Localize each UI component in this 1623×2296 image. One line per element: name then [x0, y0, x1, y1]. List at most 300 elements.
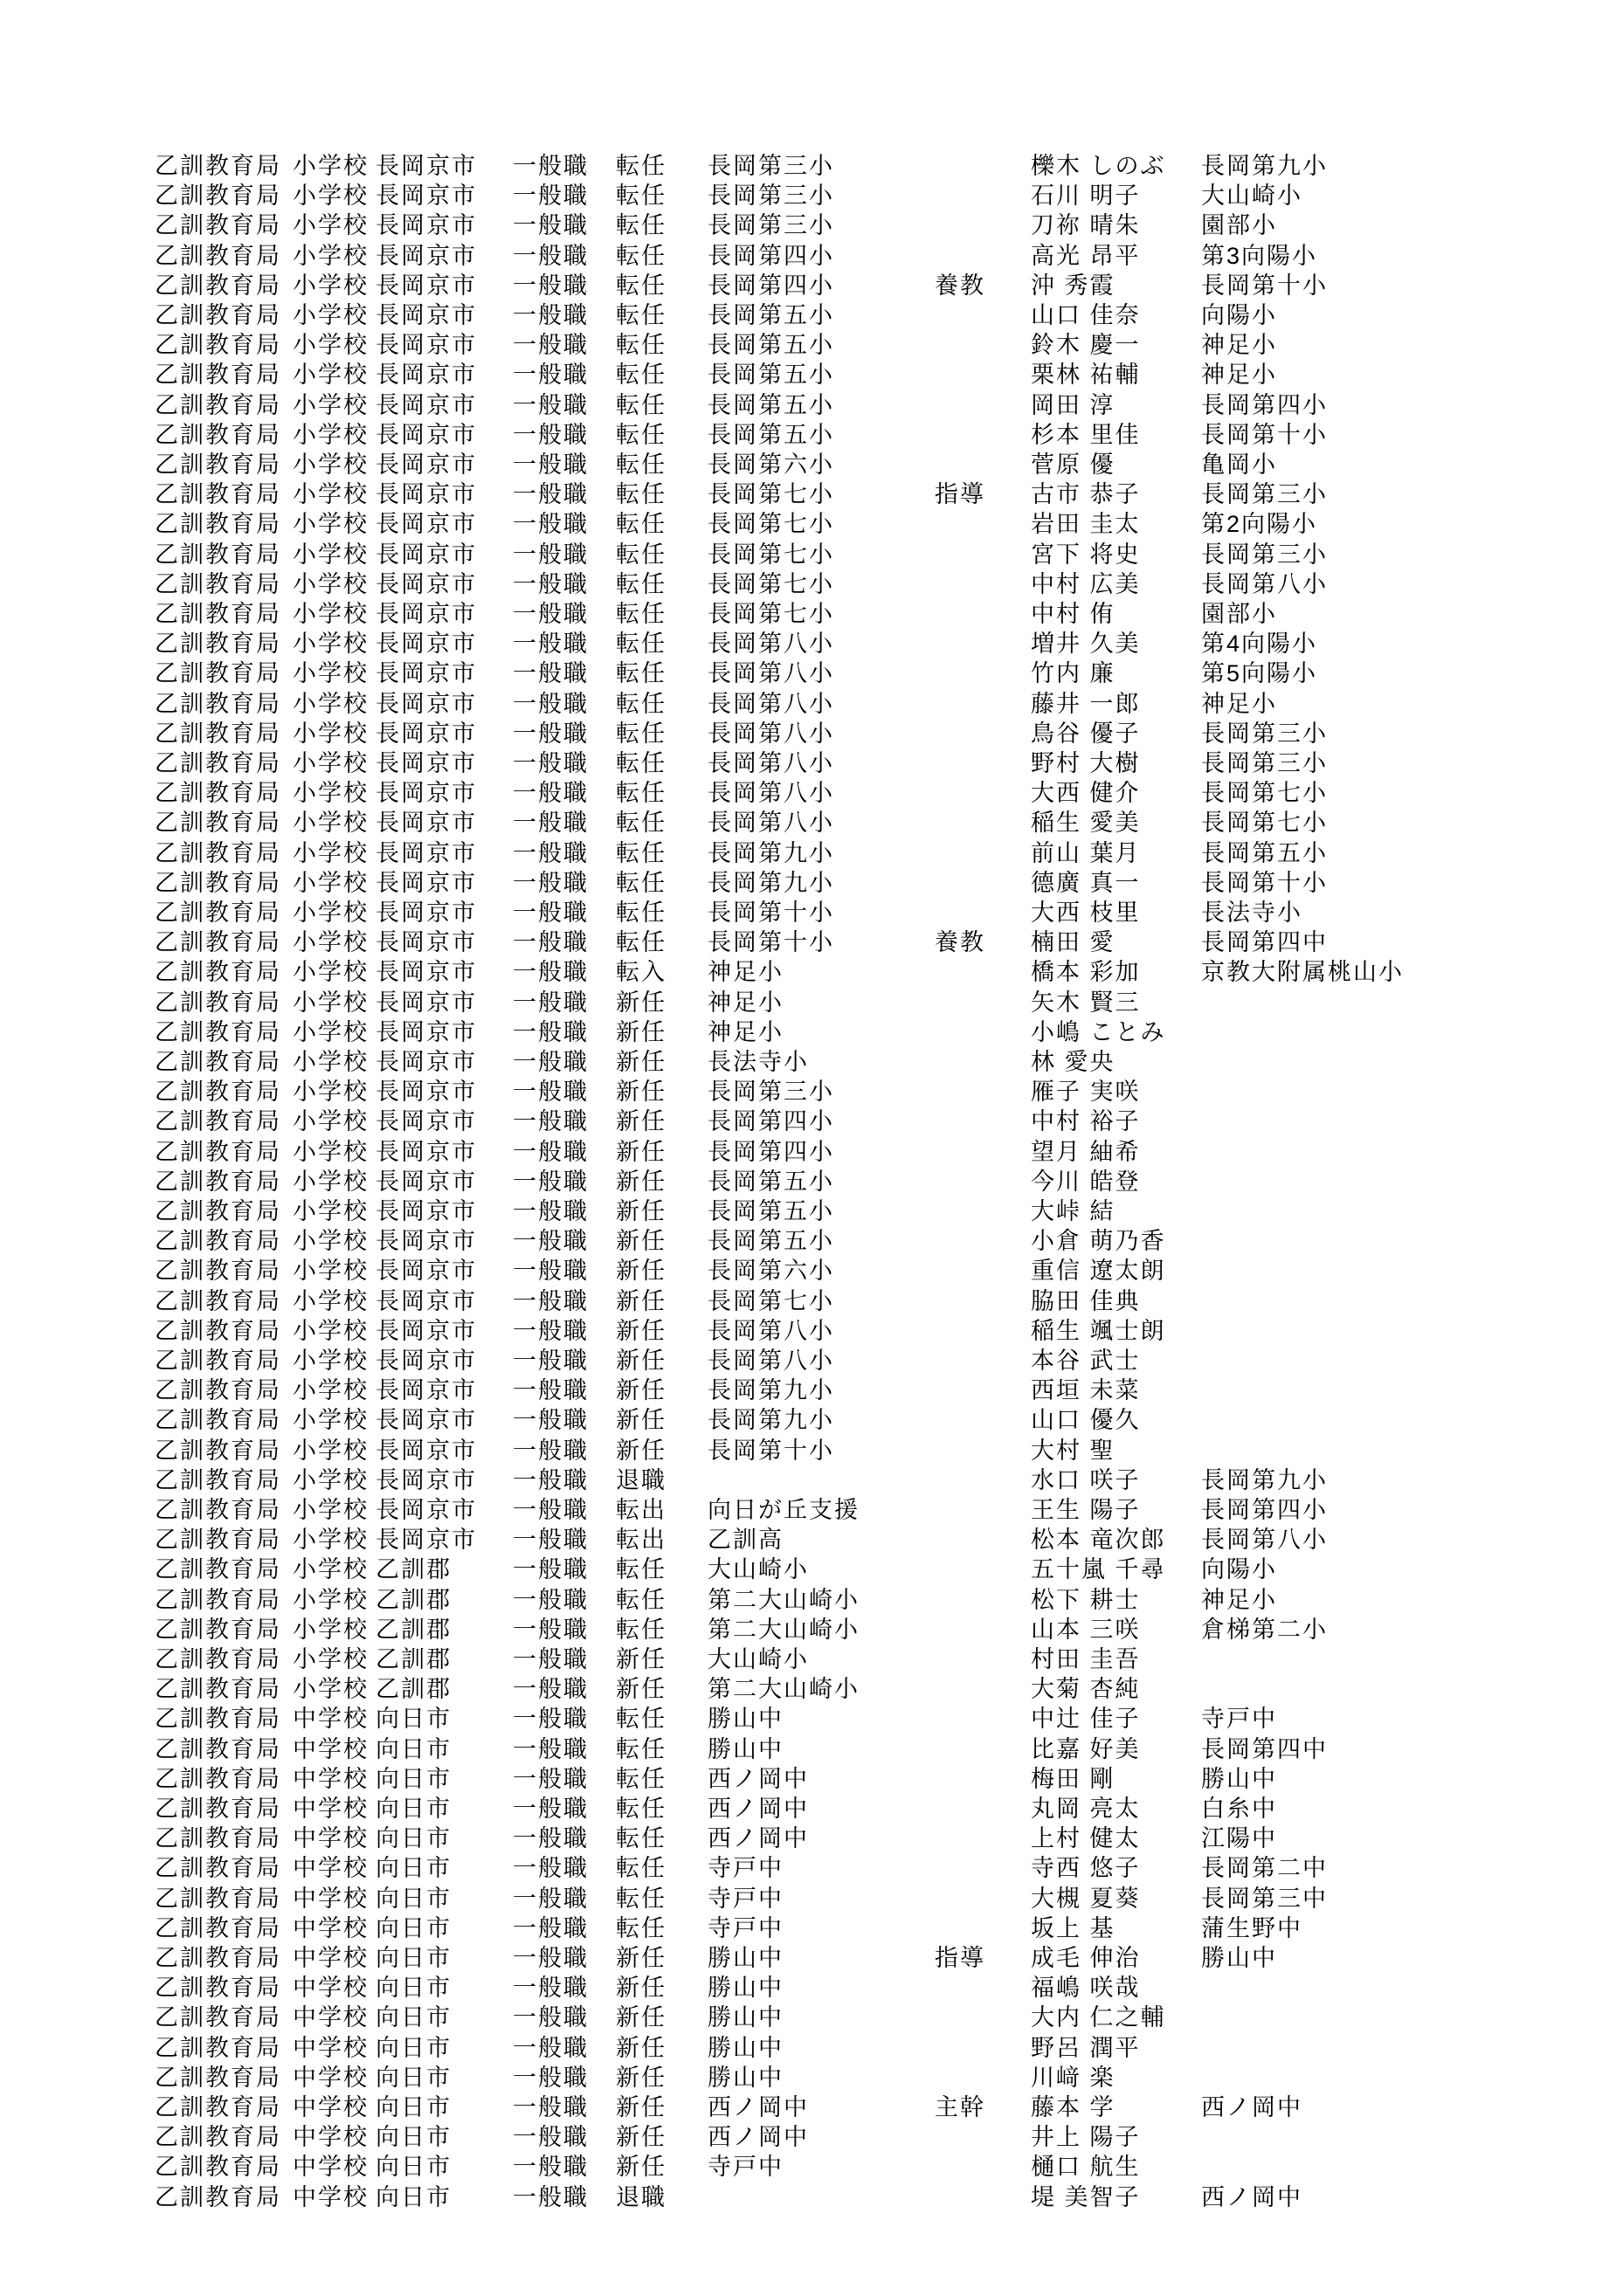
cell-school-type: 小学校 [293, 452, 369, 478]
cell-destination: 神足小 [708, 989, 784, 1016]
cell-bureau: 乙訓教育局 [155, 1079, 281, 1105]
table-row [0, 1885, 1623, 1914]
cell-destination: 勝山中 [708, 2035, 784, 2061]
cell-action: 転任 [616, 631, 666, 657]
cell-prev-school: 向陽小 [1201, 1556, 1277, 1582]
cell-destination: 長岡第五小 [708, 392, 834, 418]
cell-job-type: 一般職 [513, 1527, 589, 1553]
cell-job-type: 一般職 [513, 302, 589, 328]
table-row [0, 182, 1623, 211]
cell-school-type: 小学校 [293, 153, 369, 179]
cell-destination: 乙訓高 [708, 1527, 784, 1553]
cell-name: 重信 遼太朗 [1031, 1258, 1166, 1284]
cell-destination: 長岡第九小 [708, 1407, 834, 1433]
table-row [0, 152, 1623, 182]
cell-destination: 長岡第八小 [708, 1348, 834, 1374]
cell-action: 転任 [616, 900, 666, 926]
cell-job-type: 一般職 [513, 2094, 589, 2120]
cell-bureau: 乙訓教育局 [155, 750, 281, 776]
cell-name: 中村 裕子 [1031, 1108, 1141, 1134]
cell-destination: 寺戸中 [708, 1886, 784, 1912]
cell-bureau: 乙訓教育局 [155, 1676, 281, 1702]
table-row [0, 1735, 1623, 1765]
cell-name: 川﨑 楽 [1031, 2065, 1115, 2091]
cell-destination: 長岡第四小 [708, 1139, 834, 1165]
cell-prev-school: 長岡第十小 [1201, 870, 1328, 896]
cell-role: 指導 [935, 481, 985, 507]
cell-action: 転任 [616, 1825, 666, 1851]
cell-destination: 大山崎小 [708, 1646, 809, 1672]
cell-job-type: 一般職 [513, 721, 589, 747]
cell-action: 新任 [616, 1646, 666, 1672]
cell-city: 長岡京市 [376, 1497, 477, 1523]
cell-action: 新任 [616, 1438, 666, 1464]
cell-school-type: 小学校 [293, 1228, 369, 1254]
cell-destination: 長岡第三小 [708, 212, 834, 238]
cell-name: 小嶋 ことみ [1031, 1019, 1166, 1045]
cell-city: 長岡京市 [376, 1377, 477, 1403]
cell-action: 転任 [616, 212, 666, 238]
cell-name: 大菊 杏純 [1031, 1676, 1141, 1702]
cell-school-type: 小学校 [293, 1676, 369, 1702]
cell-bureau: 乙訓教育局 [155, 362, 281, 388]
cell-job-type: 一般職 [513, 1676, 589, 1702]
cell-destination: 勝山中 [708, 1706, 784, 1732]
cell-prev-school: 長岡第八小 [1201, 1527, 1328, 1553]
cell-destination: 長岡第六小 [708, 452, 834, 478]
cell-city: 長岡京市 [376, 272, 477, 299]
cell-action: 新任 [616, 1139, 666, 1165]
cell-city: 向日市 [376, 1766, 452, 1792]
cell-city: 向日市 [376, 1796, 452, 1822]
cell-city: 向日市 [376, 2004, 452, 2031]
cell-name: 中辻 佳子 [1031, 1706, 1141, 1732]
cell-role: 主幹 [935, 2094, 985, 2120]
cell-city: 長岡京市 [376, 1407, 477, 1433]
cell-school-type: 中学校 [293, 1825, 369, 1851]
cell-bureau: 乙訓教育局 [155, 989, 281, 1016]
cell-job-type: 一般職 [513, 1886, 589, 1912]
cell-destination: 神足小 [708, 959, 784, 985]
cell-school-type: 中学校 [293, 1706, 369, 1732]
cell-prev-school: 西ノ岡中 [1201, 2094, 1302, 2120]
cell-city: 長岡京市 [376, 243, 477, 269]
cell-city: 長岡京市 [376, 1348, 477, 1374]
cell-destination: 長岡第五小 [708, 1198, 834, 1224]
table-row [0, 2034, 1623, 2064]
cell-city: 長岡京市 [376, 1019, 477, 1045]
cell-school-type: 小学校 [293, 212, 369, 238]
cell-destination: 長岡第四小 [708, 1108, 834, 1134]
cell-job-type: 一般職 [513, 929, 589, 955]
cell-name: 杉本 里佳 [1031, 422, 1141, 448]
table-row [0, 1645, 1623, 1675]
cell-action: 転任 [616, 1766, 666, 1792]
cell-prev-school: 勝山中 [1201, 1766, 1277, 1792]
cell-name: 前山 葉月 [1031, 840, 1141, 866]
cell-job-type: 一般職 [513, 1019, 589, 1045]
cell-bureau: 乙訓教育局 [155, 840, 281, 866]
cell-destination: 長岡第三小 [708, 153, 834, 179]
cell-job-type: 一般職 [513, 1706, 589, 1732]
cell-action: 転任 [616, 1886, 666, 1912]
cell-job-type: 一般職 [513, 1318, 589, 1344]
cell-prev-school: 長岡第九小 [1201, 153, 1328, 179]
cell-job-type: 一般職 [513, 989, 589, 1016]
cell-school-type: 小学校 [293, 1438, 369, 1464]
cell-destination: 長岡第十小 [708, 900, 834, 926]
cell-job-type: 一般職 [513, 1556, 589, 1582]
cell-name: 脇田 佳典 [1031, 1288, 1141, 1314]
cell-bureau: 乙訓教育局 [155, 1108, 281, 1134]
cell-job-type: 一般職 [513, 2065, 589, 2091]
table-row [0, 1854, 1623, 1884]
cell-prev-school: 長岡第三小 [1201, 481, 1328, 507]
cell-city: 長岡京市 [376, 302, 477, 328]
cell-school-type: 中学校 [293, 1855, 369, 1881]
cell-bureau: 乙訓教育局 [155, 1139, 281, 1165]
cell-job-type: 一般職 [513, 601, 589, 627]
cell-city: 長岡京市 [376, 362, 477, 388]
cell-name: 五十嵐 千尋 [1031, 1556, 1166, 1582]
cell-school-type: 中学校 [293, 1766, 369, 1792]
cell-name: 井上 陽子 [1031, 2124, 1141, 2150]
cell-name: 楠田 愛 [1031, 929, 1115, 955]
cell-job-type: 一般職 [513, 452, 589, 478]
cell-bureau: 乙訓教育局 [155, 660, 281, 686]
cell-bureau: 乙訓教育局 [155, 1497, 281, 1523]
cell-job-type: 一般職 [513, 571, 589, 597]
cell-school-type: 中学校 [293, 2004, 369, 2031]
cell-action: 転任 [616, 1556, 666, 1582]
cell-city: 長岡京市 [376, 660, 477, 686]
cell-destination: 長岡第九小 [708, 870, 834, 896]
cell-action: 転任 [616, 302, 666, 328]
table-row [0, 272, 1623, 301]
cell-action: 転任 [616, 780, 666, 806]
cell-bureau: 乙訓教育局 [155, 1258, 281, 1284]
cell-name: 王生 陽子 [1031, 1497, 1141, 1523]
table-row [0, 1586, 1623, 1616]
cell-bureau: 乙訓教育局 [155, 1198, 281, 1224]
cell-school-type: 小学校 [293, 481, 369, 507]
cell-job-type: 一般職 [513, 1288, 589, 1314]
cell-prev-school: 長岡第三小 [1201, 541, 1328, 568]
cell-city: 長岡京市 [376, 212, 477, 238]
cell-bureau: 乙訓教育局 [155, 571, 281, 597]
cell-job-type: 一般職 [513, 153, 589, 179]
cell-name: 中村 広美 [1031, 571, 1141, 597]
cell-school-type: 小学校 [293, 810, 369, 836]
cell-name: 中村 侑 [1031, 601, 1115, 627]
table-row [0, 1795, 1623, 1824]
cell-city: 向日市 [376, 1855, 452, 1881]
cell-bureau: 乙訓教育局 [155, 452, 281, 478]
table-row [0, 421, 1623, 451]
cell-job-type: 一般職 [513, 2124, 589, 2150]
cell-action: 新任 [616, 1676, 666, 1702]
cell-city: 長岡京市 [376, 392, 477, 418]
cell-school-type: 小学校 [293, 1019, 369, 1045]
cell-action: 新任 [616, 1228, 666, 1254]
cell-bureau: 乙訓教育局 [155, 183, 281, 209]
cell-destination: 大山崎小 [708, 1556, 809, 1582]
cell-job-type: 一般職 [513, 1169, 589, 1195]
cell-name: 大西 健介 [1031, 780, 1141, 806]
cell-job-type: 一般職 [513, 1407, 589, 1433]
cell-school-type: 小学校 [293, 392, 369, 418]
cell-city: 向日市 [376, 2035, 452, 2061]
cell-city: 長岡京市 [376, 870, 477, 896]
cell-school-type: 中学校 [293, 1736, 369, 1762]
cell-action: 転任 [616, 1736, 666, 1762]
cell-prev-school: 寺戸中 [1201, 1706, 1277, 1732]
cell-prev-school: 長岡第四小 [1201, 392, 1328, 418]
cell-city: 向日市 [376, 1825, 452, 1851]
cell-job-type: 一般職 [513, 1049, 589, 1075]
table-row [0, 1168, 1623, 1197]
cell-school-type: 小学校 [293, 1198, 369, 1224]
cell-job-type: 一般職 [513, 1139, 589, 1165]
cell-action: 転任 [616, 1706, 666, 1732]
cell-action: 転任 [616, 660, 666, 686]
cell-city: 向日市 [376, 1975, 452, 2001]
cell-city: 長岡京市 [376, 631, 477, 657]
cell-destination: 長岡第七小 [708, 571, 834, 597]
cell-bureau: 乙訓教育局 [155, 691, 281, 717]
table-row [0, 1107, 1623, 1137]
table-row [0, 1466, 1623, 1496]
table-row [0, 1317, 1623, 1347]
cell-bureau: 乙訓教育局 [155, 511, 281, 537]
cell-school-type: 小学校 [293, 422, 369, 448]
cell-city: 長岡京市 [376, 1198, 477, 1224]
cell-destination: 長岡第八小 [708, 780, 834, 806]
cell-action: 新任 [616, 1049, 666, 1075]
cell-job-type: 一般職 [513, 1198, 589, 1224]
cell-bureau: 乙訓教育局 [155, 2065, 281, 2091]
table-row [0, 1227, 1623, 1257]
cell-bureau: 乙訓教育局 [155, 721, 281, 747]
cell-job-type: 一般職 [513, 1587, 589, 1613]
cell-school-type: 小学校 [293, 362, 369, 388]
cell-city: 乙訓郡 [376, 1676, 452, 1702]
cell-destination: 長岡第八小 [708, 1318, 834, 1344]
cell-city: 乙訓郡 [376, 1587, 452, 1613]
table-row [0, 1496, 1623, 1526]
cell-name: 沖 秀霞 [1031, 272, 1115, 299]
table-row [0, 1526, 1623, 1555]
cell-bureau: 乙訓教育局 [155, 1049, 281, 1075]
cell-school-type: 小学校 [293, 631, 369, 657]
cell-city: 長岡京市 [376, 1079, 477, 1105]
cell-prev-school: 長岡第十小 [1201, 272, 1328, 299]
cell-action: 退職 [616, 1467, 666, 1493]
cell-city: 長岡京市 [376, 541, 477, 568]
cell-job-type: 一般職 [513, 243, 589, 269]
cell-bureau: 乙訓教育局 [155, 1975, 281, 2001]
cell-job-type: 一般職 [513, 362, 589, 388]
cell-bureau: 乙訓教育局 [155, 481, 281, 507]
cell-city: 長岡京市 [376, 511, 477, 537]
cell-name: 梅田 剛 [1031, 1766, 1115, 1792]
cell-name: 成毛 伸治 [1031, 1945, 1141, 1971]
cell-job-type: 一般職 [513, 1228, 589, 1254]
cell-destination: 長岡第八小 [708, 810, 834, 836]
table-row [0, 242, 1623, 272]
table-row [0, 510, 1623, 540]
cell-action: 新任 [616, 1169, 666, 1195]
cell-bureau: 乙訓教育局 [155, 2035, 281, 2061]
cell-city: 向日市 [376, 2124, 452, 2150]
cell-bureau: 乙訓教育局 [155, 1766, 281, 1792]
cell-bureau: 乙訓教育局 [155, 1617, 281, 1643]
table-row [0, 1944, 1623, 1974]
table-row [0, 1675, 1623, 1705]
cell-job-type: 一般職 [513, 1497, 589, 1523]
cell-destination: 第二大山崎小 [708, 1617, 860, 1643]
cell-name: 今川 皓登 [1031, 1169, 1141, 1195]
cell-name: 山口 優久 [1031, 1407, 1141, 1433]
cell-city: 長岡京市 [376, 1169, 477, 1195]
cell-action: 転任 [616, 810, 666, 836]
cell-destination: 長岡第八小 [708, 750, 834, 776]
cell-city: 長岡京市 [376, 1288, 477, 1314]
cell-destination: 長岡第七小 [708, 1288, 834, 1314]
cell-school-type: 小学校 [293, 1169, 369, 1195]
cell-school-type: 小学校 [293, 721, 369, 747]
cell-city: 長岡京市 [376, 1108, 477, 1134]
cell-job-type: 一般職 [513, 1855, 589, 1881]
cell-bureau: 乙訓教育局 [155, 1348, 281, 1374]
cell-action: 転任 [616, 1617, 666, 1643]
cell-name: 山口 佳奈 [1031, 302, 1141, 328]
cell-job-type: 一般職 [513, 2004, 589, 2031]
cell-name: 村田 圭吾 [1031, 1646, 1141, 1672]
cell-bureau: 乙訓教育局 [155, 392, 281, 418]
cell-school-type: 小学校 [293, 302, 369, 328]
cell-school-type: 小学校 [293, 750, 369, 776]
cell-name: 松本 竜次郎 [1031, 1527, 1166, 1553]
cell-action: 新任 [616, 989, 666, 1016]
cell-destination: 長岡第九小 [708, 1377, 834, 1403]
cell-city: 向日市 [376, 1706, 452, 1732]
cell-city: 長岡京市 [376, 721, 477, 747]
cell-role: 養教 [935, 272, 985, 299]
cell-action: 新任 [616, 2094, 666, 2120]
cell-name: 德廣 真一 [1031, 870, 1141, 896]
cell-city: 長岡京市 [376, 691, 477, 717]
table-row [0, 1048, 1623, 1078]
cell-bureau: 乙訓教育局 [155, 272, 281, 299]
cell-job-type: 一般職 [513, 1975, 589, 2001]
cell-name: 西垣 未菜 [1031, 1377, 1141, 1403]
cell-school-type: 小学校 [293, 900, 369, 926]
cell-name: 大村 聖 [1031, 1438, 1115, 1464]
cell-name: 望月 紬希 [1031, 1139, 1141, 1165]
cell-city: 長岡京市 [376, 840, 477, 866]
cell-school-type: 小学校 [293, 1587, 369, 1613]
cell-city: 長岡京市 [376, 810, 477, 836]
cell-school-type: 小学校 [293, 780, 369, 806]
cell-destination: 勝山中 [708, 2065, 784, 2091]
cell-action: 新任 [616, 1407, 666, 1433]
table-row [0, 839, 1623, 869]
cell-action: 転任 [616, 243, 666, 269]
cell-action: 転任 [616, 1796, 666, 1822]
cell-prev-school: 長岡第四小 [1201, 1497, 1328, 1523]
cell-job-type: 一般職 [513, 1377, 589, 1403]
cell-destination: 西ノ岡中 [708, 2094, 809, 2120]
cell-destination: 神足小 [708, 1019, 784, 1045]
cell-school-type: 小学校 [293, 989, 369, 1016]
cell-prev-school: 神足小 [1201, 1587, 1277, 1613]
cell-action: 転任 [616, 929, 666, 955]
cell-school-type: 小学校 [293, 1467, 369, 1493]
cell-school-type: 中学校 [293, 2035, 369, 2061]
cell-role: 養教 [935, 929, 985, 955]
cell-name: 岩田 圭太 [1031, 511, 1141, 537]
cell-school-type: 中学校 [293, 1915, 369, 1941]
cell-name: 菅原 優 [1031, 452, 1115, 478]
cell-prev-school: 長岡第八小 [1201, 571, 1328, 597]
cell-action: 新任 [616, 1198, 666, 1224]
cell-name: 上村 健太 [1031, 1825, 1141, 1851]
cell-prev-school: 第5向陽小 [1201, 660, 1318, 686]
cell-school-type: 小学校 [293, 959, 369, 985]
cell-name: 増井 久美 [1031, 631, 1141, 657]
cell-destination: 長岡第九小 [708, 840, 834, 866]
table-row [0, 541, 1623, 570]
table-row [0, 2123, 1623, 2153]
cell-school-type: 小学校 [293, 691, 369, 717]
cell-job-type: 一般職 [513, 541, 589, 568]
cell-destination: 長岡第五小 [708, 422, 834, 448]
table-row [0, 1138, 1623, 1168]
cell-name: 稲生 愛美 [1031, 810, 1141, 836]
cell-job-type: 一般職 [513, 870, 589, 896]
cell-school-type: 小学校 [293, 660, 369, 686]
cell-prev-school: 長岡第二中 [1201, 1855, 1328, 1881]
cell-job-type: 一般職 [513, 691, 589, 717]
cell-bureau: 乙訓教育局 [155, 1706, 281, 1732]
cell-destination: 長岡第五小 [708, 332, 834, 358]
cell-bureau: 乙訓教育局 [155, 332, 281, 358]
cell-city: 長岡京市 [376, 1438, 477, 1464]
cell-city: 長岡京市 [376, 1467, 477, 1493]
cell-name: 橋本 彩加 [1031, 959, 1141, 985]
cell-school-type: 中学校 [293, 2184, 369, 2210]
cell-job-type: 一般職 [513, 392, 589, 418]
table-row [0, 391, 1623, 421]
table-row [0, 1974, 1623, 2003]
cell-school-type: 小学校 [293, 1556, 369, 1582]
cell-bureau: 乙訓教育局 [155, 1438, 281, 1464]
cell-bureau: 乙訓教育局 [155, 959, 281, 985]
table-row [0, 899, 1623, 928]
cell-action: 転任 [616, 870, 666, 896]
table-row [0, 331, 1623, 361]
cell-action: 転出 [616, 1497, 666, 1523]
cell-prev-school: 京教大附属桃山小 [1201, 959, 1404, 985]
cell-destination: 長岡第八小 [708, 631, 834, 657]
cell-bureau: 乙訓教育局 [155, 1467, 281, 1493]
cell-prev-school: 白糸中 [1201, 1796, 1277, 1822]
cell-name: 大槻 夏葵 [1031, 1886, 1141, 1912]
cell-job-type: 一般職 [513, 272, 589, 299]
cell-job-type: 一般職 [513, 631, 589, 657]
cell-destination: 長岡第十小 [708, 929, 834, 955]
